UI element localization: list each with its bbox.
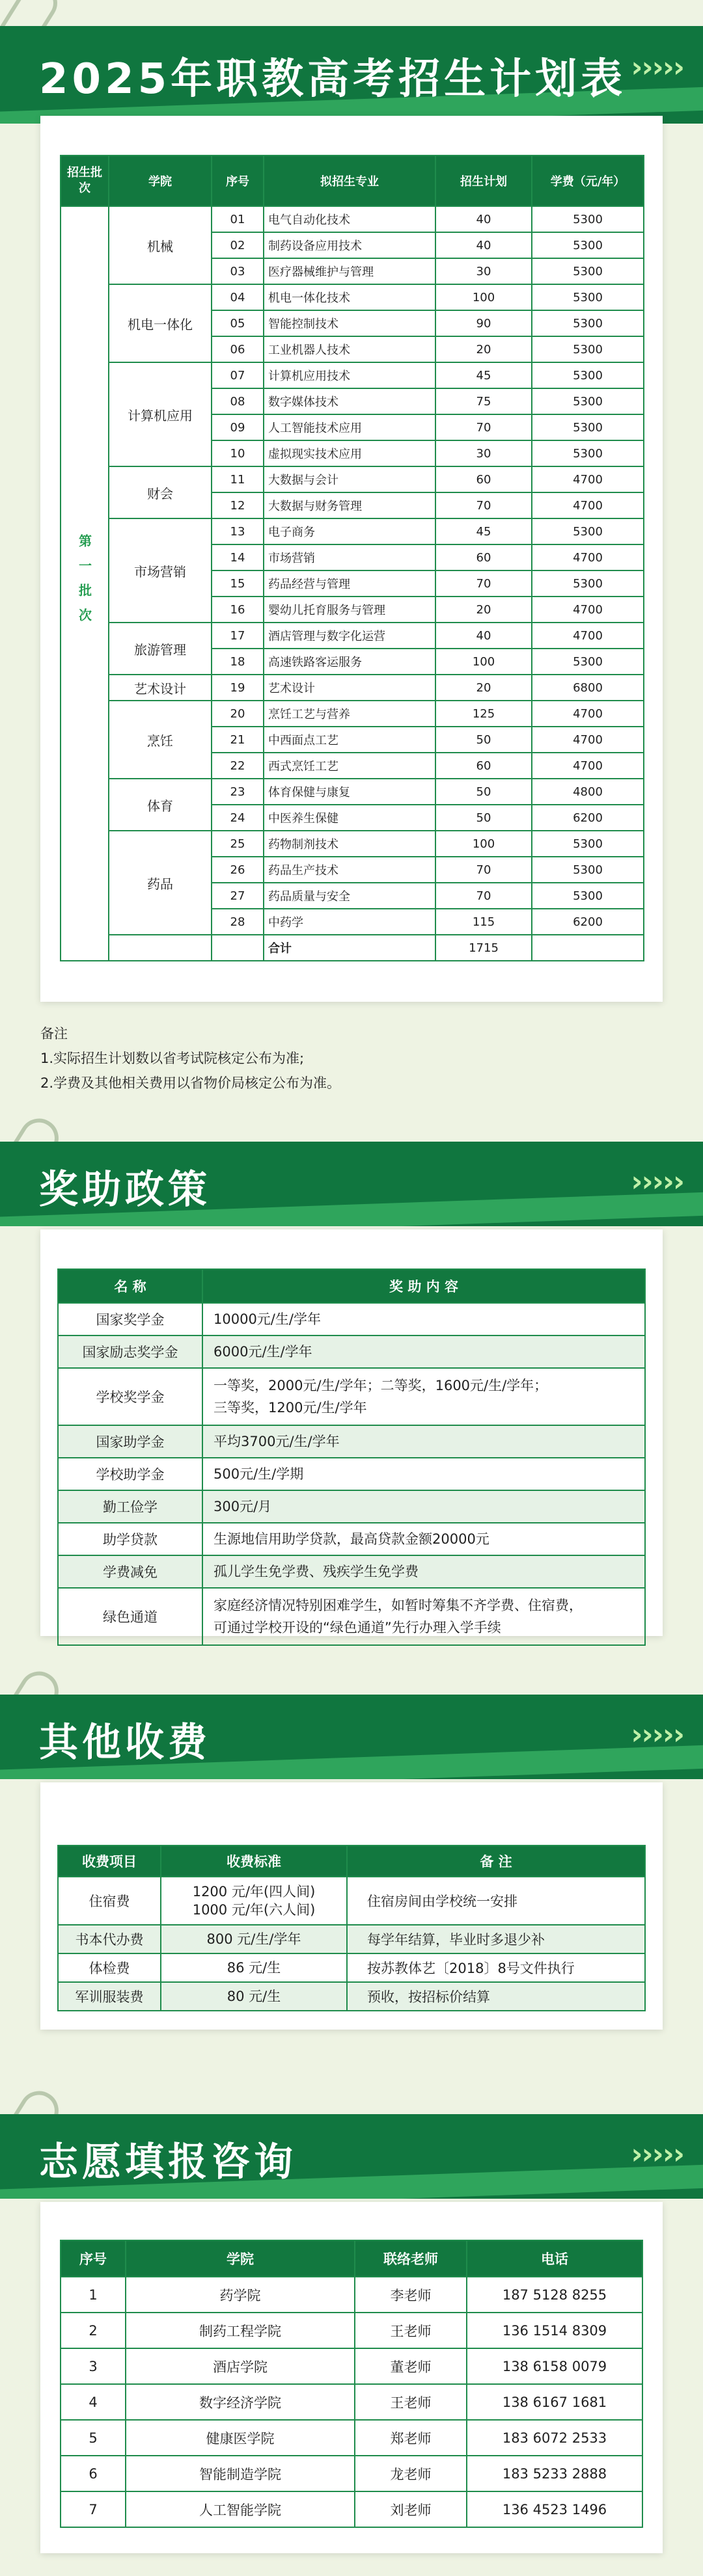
contact-no: 6 <box>61 2456 126 2491</box>
contact-college: 药学院 <box>126 2277 355 2313</box>
total-empty-college <box>109 935 212 961</box>
row-major: 高速铁路客运服务 <box>264 649 435 675</box>
page-title: 2025年职教高考招生计划表 <box>39 55 627 103</box>
table-row <box>58 1953 645 1982</box>
fees-standard-line: 1200 元/年(四人间) <box>192 1884 316 1899</box>
row-fee: 4700 <box>532 753 644 779</box>
row-no: 27 <box>212 883 264 909</box>
college-cell: 烹饪 <box>109 701 212 779</box>
contact-card <box>40 2202 663 2553</box>
row-major: 大数据与会计 <box>264 466 435 492</box>
row-quota: 60 <box>435 466 532 492</box>
fees-card <box>40 1782 663 2030</box>
row-quota: 125 <box>435 701 532 727</box>
row-no: 08 <box>212 388 264 414</box>
contact-college: 数字经济学院 <box>126 2384 355 2420</box>
aid-content <box>202 1335 645 1368</box>
aid-name: 国家励志奖学金 <box>58 1335 202 1368</box>
row-fee: 5300 <box>532 649 644 675</box>
aid-content <box>202 1458 645 1490</box>
table-row <box>61 362 644 388</box>
contact-teacher: 郑老师 <box>355 2420 467 2456</box>
row-fee: 4700 <box>532 492 644 518</box>
contact-no: 7 <box>61 2491 126 2527</box>
table-row <box>58 1490 645 1523</box>
contact-college: 制药工程学院 <box>126 2313 355 2348</box>
aid-content <box>202 1490 645 1523</box>
row-fee: 5300 <box>532 232 644 258</box>
plan-col-major: 拟招生专业 <box>264 155 435 206</box>
fees-table <box>57 1845 646 2011</box>
plan-table <box>60 155 644 961</box>
notes-line-2: 2.学费及其他相关费用以省物价局核定公布为准。 <box>40 1075 341 1091</box>
table-row <box>61 2420 642 2456</box>
row-quota: 30 <box>435 258 532 284</box>
table-row <box>61 2384 642 2420</box>
plan-col-quota: 招生计划 <box>435 155 532 206</box>
fees-remark: 按苏教体艺〔2018〕8号文件执行 <box>347 1953 645 1982</box>
plan-card <box>40 116 663 1002</box>
table-row <box>58 1458 645 1490</box>
aid-name: 学校助学金 <box>58 1458 202 1490</box>
table-row <box>61 2313 642 2348</box>
row-no: 11 <box>212 466 264 492</box>
row-major: 机电一体化技术 <box>264 284 435 310</box>
row-quota: 40 <box>435 206 532 232</box>
row-no: 21 <box>212 727 264 753</box>
row-major: 电子商务 <box>264 518 435 544</box>
table-row <box>58 1523 645 1555</box>
college-cell: 市场营销 <box>109 518 212 623</box>
arrows-icon: ››››› <box>631 2138 683 2171</box>
row-no: 12 <box>212 492 264 518</box>
row-no: 19 <box>212 675 264 701</box>
contact-col-teacher: 联络老师 <box>355 2240 467 2277</box>
fees-item: 住宿费 <box>58 1877 161 1925</box>
fees-item: 体检费 <box>58 1953 161 1982</box>
fees-standard <box>161 1877 347 1925</box>
header-banner <box>0 26 703 124</box>
notes-title: 备注 <box>40 1026 68 1041</box>
college-cell: 计算机应用 <box>109 362 212 466</box>
aid-content-line: 平均3700元/生/学年 <box>214 1434 340 1449</box>
row-no: 09 <box>212 414 264 440</box>
row-major: 婴幼儿托育服务与管理 <box>264 597 435 623</box>
arrows-icon: ››››› <box>631 51 683 84</box>
row-no: 04 <box>212 284 264 310</box>
row-no: 03 <box>212 258 264 284</box>
fees-col-standard: 收费标准 <box>161 1845 347 1877</box>
row-fee: 4700 <box>532 466 644 492</box>
aid-name: 国家助学金 <box>58 1425 202 1458</box>
row-no: 01 <box>212 206 264 232</box>
college-cell: 机电一体化 <box>109 284 212 362</box>
contact-phone: 136 1514 8309 <box>467 2313 642 2348</box>
fees-standard-line: 1000 元/年(六人间) <box>192 1902 316 1918</box>
row-quota: 20 <box>435 675 532 701</box>
row-no: 28 <box>212 909 264 935</box>
college-cell: 旅游管理 <box>109 623 212 675</box>
row-no: 20 <box>212 701 264 727</box>
aid-name: 绿色通道 <box>58 1588 202 1645</box>
row-fee: 6200 <box>532 909 644 935</box>
fees-remark: 每学年结算，毕业时多退少补 <box>347 1925 645 1953</box>
row-major: 电气自动化技术 <box>264 206 435 232</box>
aid-content <box>202 1425 645 1458</box>
row-fee: 4700 <box>532 623 644 649</box>
contact-col-no: 序号 <box>61 2240 126 2277</box>
contact-teacher: 王老师 <box>355 2313 467 2348</box>
row-quota: 100 <box>435 831 532 857</box>
row-no: 05 <box>212 310 264 336</box>
contact-col-phone: 电话 <box>467 2240 642 2277</box>
row-major: 体育保健与康复 <box>264 779 435 805</box>
row-major: 大数据与财务管理 <box>264 492 435 518</box>
table-row <box>61 2277 642 2313</box>
contact-college: 酒店学院 <box>126 2348 355 2384</box>
table-row <box>61 466 644 492</box>
aid-content-line: 10000元/生/学年 <box>214 1311 321 1327</box>
plan-col-fee: 学费（元/年） <box>532 155 644 206</box>
fees-item: 书本代办费 <box>58 1925 161 1953</box>
row-no: 14 <box>212 544 264 570</box>
row-major: 人工智能技术应用 <box>264 414 435 440</box>
row-no: 06 <box>212 336 264 362</box>
notes-block <box>40 1021 340 1095</box>
row-fee: 5300 <box>532 570 644 597</box>
row-quota: 40 <box>435 232 532 258</box>
aid-name: 助学贷款 <box>58 1523 202 1555</box>
aid-content <box>202 1588 645 1645</box>
aid-card <box>40 1229 663 1636</box>
aid-content <box>202 1523 645 1555</box>
fees-standard <box>161 1953 347 1982</box>
table-row <box>61 779 644 805</box>
aid-content <box>202 1368 645 1425</box>
row-quota: 70 <box>435 570 532 597</box>
row-quota: 100 <box>435 284 532 310</box>
contact-no: 2 <box>61 2313 126 2348</box>
plan-col-no: 序号 <box>212 155 264 206</box>
fees-remark: 预收，按招标价结算 <box>347 1982 645 2011</box>
row-quota: 70 <box>435 492 532 518</box>
row-major: 药物制剂技术 <box>264 831 435 857</box>
row-fee: 5300 <box>532 883 644 909</box>
row-fee: 5300 <box>532 857 644 883</box>
row-no: 02 <box>212 232 264 258</box>
row-quota: 100 <box>435 649 532 675</box>
contact-no: 4 <box>61 2384 126 2420</box>
row-quota: 45 <box>435 362 532 388</box>
fees-standard <box>161 1925 347 1953</box>
table-row <box>61 701 644 727</box>
row-fee: 5300 <box>532 206 644 232</box>
contact-teacher: 李老师 <box>355 2277 467 2313</box>
row-fee: 5300 <box>532 518 644 544</box>
row-major: 数字媒体技术 <box>264 388 435 414</box>
aid-name: 学校奖学金 <box>58 1368 202 1425</box>
aid-content-line: 500元/生/学期 <box>214 1466 304 1482</box>
row-major: 计算机应用技术 <box>264 362 435 388</box>
table-row <box>58 1425 645 1458</box>
contact-banner <box>0 2114 703 2199</box>
row-no: 23 <box>212 779 264 805</box>
row-major: 中药学 <box>264 909 435 935</box>
total-row <box>61 935 644 961</box>
table-row <box>58 1588 645 1645</box>
row-quota: 115 <box>435 909 532 935</box>
row-no: 13 <box>212 518 264 544</box>
table-row <box>61 2456 642 2491</box>
row-quota: 50 <box>435 779 532 805</box>
row-major: 智能控制技术 <box>264 310 435 336</box>
aid-content-line: 三等奖，1200元/生/学年 <box>214 1400 367 1415</box>
fees-standard <box>161 1982 347 2011</box>
contact-college: 人工智能学院 <box>126 2491 355 2527</box>
batch-cell: 第一批次 <box>61 206 109 961</box>
table-row <box>58 1555 645 1588</box>
table-row <box>61 518 644 544</box>
contact-phone: 138 6158 0079 <box>467 2348 642 2384</box>
row-fee: 4700 <box>532 727 644 753</box>
row-fee: 5300 <box>532 336 644 362</box>
aid-content-line: 300元/月 <box>214 1499 272 1514</box>
row-quota: 30 <box>435 440 532 466</box>
aid-title: 奖助政策 <box>39 1167 211 1213</box>
contact-no: 5 <box>61 2420 126 2456</box>
row-major: 制药设备应用技术 <box>264 232 435 258</box>
row-fee: 4700 <box>532 544 644 570</box>
row-quota: 70 <box>435 857 532 883</box>
aid-content-line: 孤儿学生免学费、残疾学生免学费 <box>214 1564 419 1579</box>
contact-college: 健康医学院 <box>126 2420 355 2456</box>
total-value: 1715 <box>435 935 532 961</box>
row-no: 16 <box>212 597 264 623</box>
aid-banner <box>0 1142 703 1226</box>
table-row <box>58 1877 645 1925</box>
row-major: 中西面点工艺 <box>264 727 435 753</box>
row-major: 艺术设计 <box>264 675 435 701</box>
aid-content <box>202 1555 645 1588</box>
aid-name: 勤工俭学 <box>58 1490 202 1523</box>
total-empty-fee <box>532 935 644 961</box>
table-row <box>58 1982 645 2011</box>
contact-no: 3 <box>61 2348 126 2384</box>
contact-teacher: 王老师 <box>355 2384 467 2420</box>
fees-title: 其他收费 <box>39 1720 211 1765</box>
row-major: 烹饪工艺与营养 <box>264 701 435 727</box>
contact-col-college: 学院 <box>126 2240 355 2277</box>
table-row <box>58 1368 645 1425</box>
row-no: 15 <box>212 570 264 597</box>
row-fee: 6200 <box>532 805 644 831</box>
contact-phone: 136 4523 1496 <box>467 2491 642 2527</box>
row-quota: 60 <box>435 753 532 779</box>
fees-col-item: 收费项目 <box>58 1845 161 1877</box>
row-fee: 5300 <box>532 258 644 284</box>
row-no: 25 <box>212 831 264 857</box>
college-cell: 机械 <box>109 206 212 284</box>
fees-col-remark: 备 注 <box>347 1845 645 1877</box>
contact-teacher: 董老师 <box>355 2348 467 2384</box>
arrows-icon: ››››› <box>631 1718 683 1751</box>
row-major: 虚拟现实技术应用 <box>264 440 435 466</box>
row-major: 药品质量与安全 <box>264 883 435 909</box>
aid-content-line: 家庭经济情况特别困难学生，如暂时筹集不齐学费、住宿费， <box>214 1598 583 1613</box>
fees-standard-line: 80 元/生 <box>227 1989 281 2004</box>
row-quota: 20 <box>435 597 532 623</box>
fees-banner <box>0 1695 703 1779</box>
row-no: 26 <box>212 857 264 883</box>
row-fee: 5300 <box>532 362 644 388</box>
contact-phone: 138 6167 1681 <box>467 2384 642 2420</box>
row-fee: 5300 <box>532 310 644 336</box>
row-major: 西式烹饪工艺 <box>264 753 435 779</box>
row-fee: 5300 <box>532 831 644 857</box>
row-major: 医疗器械维护与管理 <box>264 258 435 284</box>
table-row <box>61 2348 642 2384</box>
college-cell: 艺术设计 <box>109 675 212 701</box>
total-empty-no <box>212 935 264 961</box>
fees-standard-line: 800 元/生/学年 <box>206 1931 301 1947</box>
table-row <box>61 206 644 232</box>
row-no: 07 <box>212 362 264 388</box>
row-quota: 90 <box>435 310 532 336</box>
row-major: 酒店管理与数字化运营 <box>264 623 435 649</box>
aid-content-line: 生源地信用助学贷款，最高贷款金额20000元 <box>214 1531 489 1547</box>
row-quota: 70 <box>435 414 532 440</box>
row-fee: 5300 <box>532 388 644 414</box>
aid-col-content: 奖 助 内 容 <box>202 1269 645 1303</box>
row-no: 17 <box>212 623 264 649</box>
contact-college: 智能制造学院 <box>126 2456 355 2491</box>
row-quota: 60 <box>435 544 532 570</box>
aid-table <box>57 1268 646 1646</box>
row-fee: 4800 <box>532 779 644 805</box>
row-fee: 5300 <box>532 414 644 440</box>
row-quota: 75 <box>435 388 532 414</box>
row-no: 22 <box>212 753 264 779</box>
contact-phone: 183 6072 2533 <box>467 2420 642 2456</box>
table-row <box>61 2491 642 2527</box>
row-quota: 20 <box>435 336 532 362</box>
contact-title: 志愿填报咨询 <box>39 2140 297 2185</box>
contact-no: 1 <box>61 2277 126 2313</box>
table-row <box>61 284 644 310</box>
row-fee: 4700 <box>532 597 644 623</box>
row-quota: 70 <box>435 883 532 909</box>
aid-content <box>202 1303 645 1335</box>
contact-teacher: 刘老师 <box>355 2491 467 2527</box>
row-major: 工业机器人技术 <box>264 336 435 362</box>
row-quota: 40 <box>435 623 532 649</box>
contact-table <box>60 2240 643 2528</box>
notes-line-1: 1.实际招生计划数以省考试院核定公布为准; <box>40 1051 305 1066</box>
aid-content-line: 6000元/生/学年 <box>214 1344 312 1360</box>
aid-content-line: 可通过学校开设的“绿色通道”先行办理入学手续 <box>214 1620 501 1635</box>
table-row <box>58 1335 645 1368</box>
table-row <box>58 1925 645 1953</box>
row-quota: 45 <box>435 518 532 544</box>
row-no: 18 <box>212 649 264 675</box>
row-major: 药品生产技术 <box>264 857 435 883</box>
total-label: 合计 <box>264 935 435 961</box>
plan-col-college: 学院 <box>109 155 212 206</box>
table-row <box>58 1303 645 1335</box>
college-cell: 财会 <box>109 466 212 518</box>
college-cell: 体育 <box>109 779 212 831</box>
fees-standard-line: 86 元/生 <box>227 1960 281 1976</box>
row-fee: 5300 <box>532 284 644 310</box>
table-row <box>61 831 644 857</box>
table-row <box>61 675 644 701</box>
fees-item: 军训服装费 <box>58 1982 161 2011</box>
row-no: 24 <box>212 805 264 831</box>
row-fee: 4700 <box>532 701 644 727</box>
table-row <box>61 623 644 649</box>
aid-col-name: 名 称 <box>58 1269 202 1303</box>
college-cell: 药品 <box>109 831 212 935</box>
row-major: 市场营销 <box>264 544 435 570</box>
contact-phone: 187 5128 8255 <box>467 2277 642 2313</box>
plan-col-batch: 招生批次 <box>61 155 109 206</box>
row-quota: 50 <box>435 727 532 753</box>
row-no: 10 <box>212 440 264 466</box>
row-quota: 50 <box>435 805 532 831</box>
row-major: 中医养生保健 <box>264 805 435 831</box>
contact-teacher: 龙老师 <box>355 2456 467 2491</box>
fees-remark: 住宿房间由学校统一安排 <box>347 1877 645 1925</box>
aid-content-line: 一等奖，2000元/生/学年；二等奖，1600元/生/学年； <box>214 1378 548 1393</box>
arrows-icon: ››››› <box>631 1165 683 1198</box>
row-fee: 6800 <box>532 675 644 701</box>
aid-name: 国家奖学金 <box>58 1303 202 1335</box>
row-major: 药品经营与管理 <box>264 570 435 597</box>
contact-phone: 183 5233 2888 <box>467 2456 642 2491</box>
aid-name: 学费减免 <box>58 1555 202 1588</box>
row-fee: 5300 <box>532 440 644 466</box>
